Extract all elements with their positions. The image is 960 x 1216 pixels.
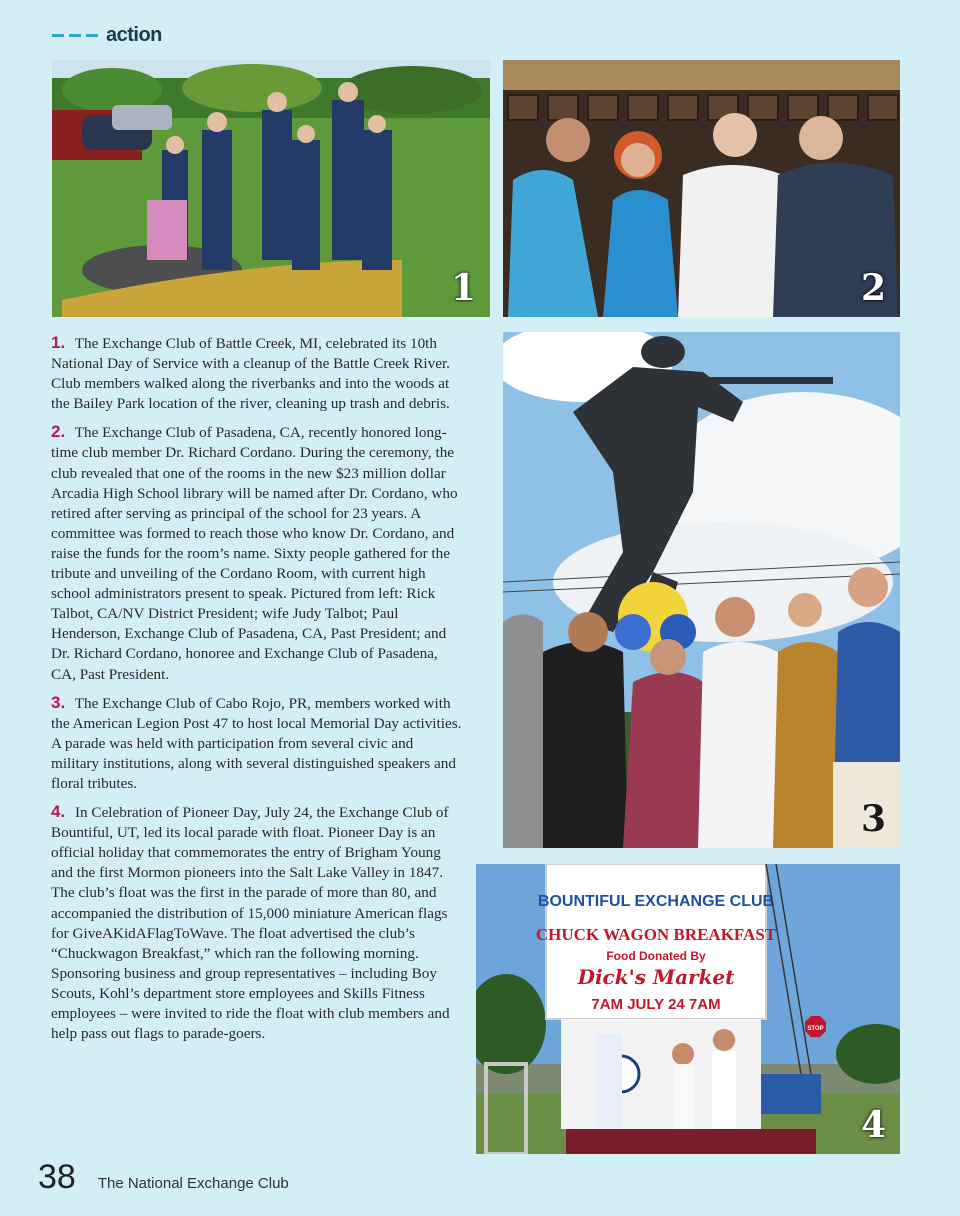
article-column [51, 333, 463, 1052]
article-text: The Exchange Club of Pasadena, CA, recently honored long-time club member Dr. Richard Cordano. During the ceremony, the club revealed that one of the rooms in the new $23 million dollar Arcadia High School library will be named after Dr. Cordano, who retired after serving as principal of the school for 23 years. A committee was formed to reach those who know Dr. Cordano, and raise the funds for the room’s name. Sixty people gathered for the tribute and unveiling of the Cordano Room, with current high school administrators present to speak. Pictured from left: Rick Talbot, CA/NV District President; wife Judy Talbot; Paul Henderson, Exchange Club of Pasadena, CA, Past President; and Dr. Richard Cordano, honoree and Exchange Club of Pasadena, CA, Past President. [51, 424, 458, 683]
photo-number: 3 [860, 798, 886, 840]
dash-decoration [86, 34, 98, 37]
article-item [51, 693, 463, 794]
publication-name: The National Exchange Club [97, 1175, 289, 1192]
photo-number: 4 [860, 1104, 886, 1146]
photo-2 [503, 60, 900, 317]
banner-line-4: Dick's Market [577, 965, 735, 989]
article-number: 4. [51, 802, 66, 822]
banner-line-3: Food Donated By [606, 949, 706, 963]
article-item [51, 422, 463, 684]
article-item [51, 802, 463, 1044]
photo-1 [52, 60, 490, 317]
section-label: action [106, 24, 162, 46]
article-text: The Exchange Club of Battle Creek, MI, celebrated its 10th National Day of Service with a cleanup of the Battle Creek River. Club members walked along the riverbanks and into the woods at the Bailey Park location of the river, cleaning up trash and debris. [51, 335, 450, 413]
photo-3 [503, 332, 900, 848]
photo-number: 2 [860, 267, 886, 309]
dash-decoration [52, 34, 64, 37]
page-footer [38, 1158, 289, 1197]
banner-line-1: BOUNTIFUL EXCHANGE CLUB [537, 893, 775, 910]
article-number: 1. [51, 333, 66, 352]
article-number: 3. [51, 692, 66, 712]
article-text: The Exchange Club of Cabo Rojo, PR, members worked with the American Legion Post 47 to host local Memorial Day activities. A parade was held with participation from several civic and military institutions, along with several distinguished speakers and floral tributes. [51, 694, 462, 792]
article-item [51, 333, 463, 414]
banner-line-2: CHUCK WAGON BREAKFAST [535, 925, 777, 944]
dash-decoration [69, 34, 81, 37]
photo-4 [476, 864, 900, 1154]
article-text: In Celebration of Pioneer Day, July 24, the Exchange Club of Bountiful, UT, led its local parade with float. Pioneer Day is an official holiday that commemorates the entry of Brigham Young and the first Mormon pioneers into the Salt Lake Valley in 1847. The club’s float was the first in the parade of more than 80, and accompanied the distribution of 15,000 miniature American flags for GiveAKidAFlagToWave. The float advertised the club’s “Chuckwagon Breakfast,” which ran the following morning. Sponsoring business and group representatives – including Boy Scouts, Kohl’s department store employees and Skills Fitness employees – were invited to ride the float with club members and help pass out flags to parade-goers. [51, 804, 450, 1043]
photo-number: 1 [450, 267, 476, 309]
stop-sign: STOP [807, 1026, 824, 1032]
page-number: 38 [38, 1158, 76, 1196]
article-number: 2. [51, 422, 66, 442]
banner-line-5: 7AM JULY 24 7AM [591, 996, 721, 1013]
section-tag [52, 24, 162, 47]
